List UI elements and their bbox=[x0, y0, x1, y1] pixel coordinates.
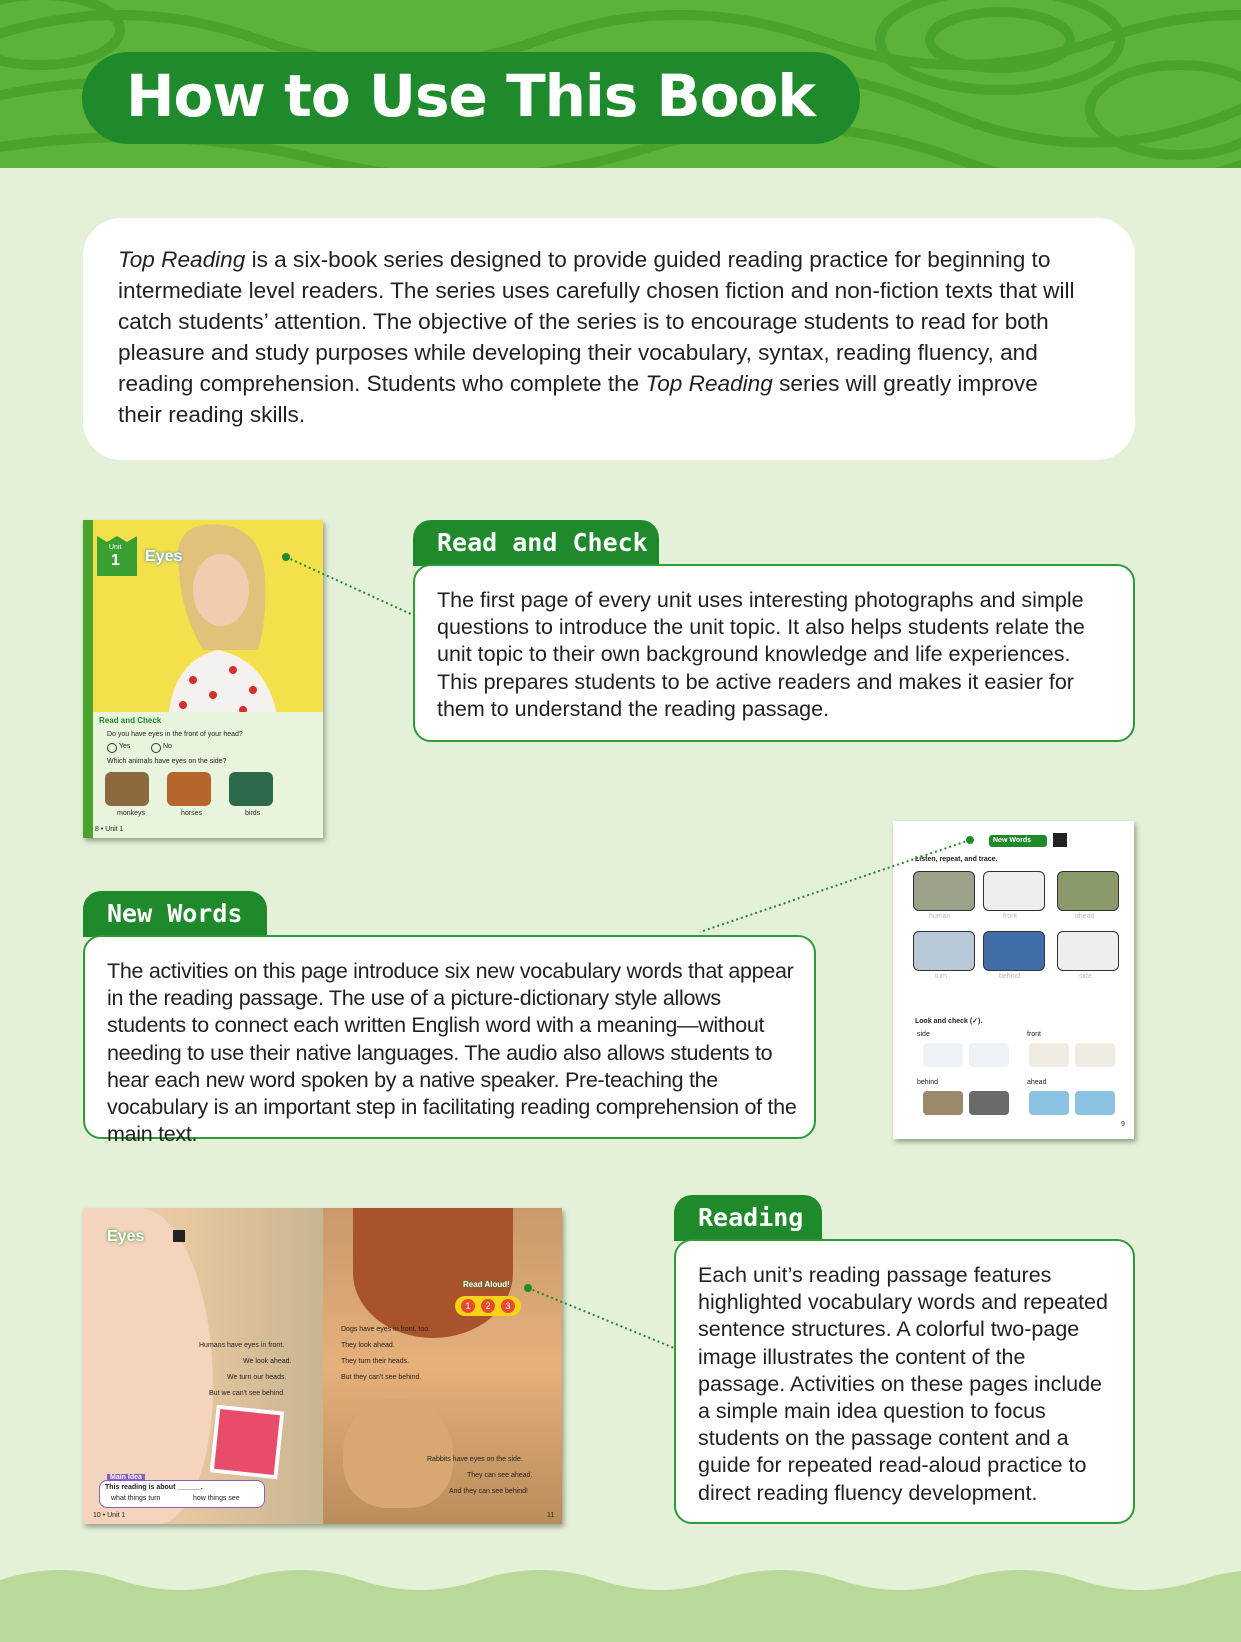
passage-line: They look ahead. bbox=[341, 1342, 395, 1349]
qr-code-icon bbox=[1053, 833, 1067, 847]
read-aloud-num: 2 bbox=[481, 1299, 495, 1313]
new-words-card bbox=[83, 935, 816, 1147]
hat-photo bbox=[1075, 1043, 1115, 1067]
intro-text bbox=[118, 244, 1078, 430]
car-photo bbox=[923, 1043, 963, 1067]
animal-label: monkeys bbox=[117, 810, 146, 817]
word-photo-front bbox=[983, 871, 1045, 911]
word-label: behind bbox=[999, 973, 1021, 980]
read-check-tab: Read and Check bbox=[413, 520, 659, 566]
check-item: front bbox=[1027, 1031, 1042, 1038]
answer-yes: Yes bbox=[119, 743, 131, 750]
hat-photo bbox=[1029, 1043, 1069, 1067]
rabbit bbox=[343, 1398, 453, 1508]
radio-yes bbox=[107, 743, 117, 753]
check-item: ahead bbox=[1027, 1079, 1047, 1086]
main-idea-option-a: what things turn bbox=[111, 1495, 161, 1502]
instruction-2: Look and check (✓). bbox=[915, 1018, 983, 1025]
check-item: side bbox=[917, 1031, 930, 1038]
monkey-photo bbox=[105, 772, 149, 806]
unit-number: 1 bbox=[111, 552, 120, 569]
word-label: human bbox=[929, 913, 951, 920]
passage-line: They can see ahead. bbox=[467, 1472, 533, 1479]
qr-code-icon bbox=[173, 1230, 185, 1242]
new-words-badge-label: New Words bbox=[993, 837, 1031, 844]
passage-line: We look ahead. bbox=[243, 1358, 292, 1365]
word-label: ahead bbox=[1075, 913, 1095, 920]
question-1: Do you have eyes in the front of your head? bbox=[107, 731, 243, 738]
word-photo-turn bbox=[913, 931, 975, 971]
read-aloud-num: 3 bbox=[501, 1299, 515, 1313]
word-photo-ahead bbox=[1057, 871, 1119, 911]
new-words-tab: New Words bbox=[83, 891, 267, 937]
scene-photo bbox=[1075, 1091, 1115, 1115]
girl-photo-inset bbox=[210, 1405, 285, 1480]
passage-line: They turn their heads. bbox=[341, 1358, 410, 1365]
car-photo bbox=[969, 1043, 1009, 1067]
word-photo-behind bbox=[983, 931, 1045, 971]
animal-label: horses bbox=[181, 810, 203, 817]
read-check-text: The first page of every unit uses interesting photographs and simple questions to introduce the unit topic. It also helps students relate the unit topic to their own background knowledge and life experiences. This prepares students to be active readers and makes it easier for them to understand the reading passage. bbox=[437, 588, 1085, 721]
read-check-page-thumbnail bbox=[83, 520, 323, 838]
instruction-1: Listen, repeat, and trace. bbox=[915, 856, 998, 863]
read-aloud-label: Read Aloud! bbox=[463, 1280, 510, 1289]
passage-line: But they can't see behind. bbox=[341, 1374, 422, 1381]
reading-text: Each unit’s reading passage features highlighted vocabulary words and repeated sentence structures. A colorful two-page image illustrates the content of the passage. Activities on these pages include a simple main idea question to focus students on the passage content and a guide for repeated read-aloud practice to direct reading fluency development. bbox=[698, 1263, 1108, 1505]
main-idea-label: Main Idea bbox=[107, 1474, 145, 1481]
right-page-number: 11 bbox=[547, 1512, 555, 1519]
horse-photo bbox=[167, 772, 211, 806]
intro-text-part: series will greatly improve their reading skills. bbox=[118, 371, 1038, 427]
word-label: front bbox=[1003, 913, 1018, 920]
rc-label: Read and Check bbox=[99, 716, 162, 725]
page-number: 9 bbox=[1121, 1121, 1125, 1128]
reading-tab: Reading bbox=[674, 1195, 822, 1241]
scene-photo bbox=[1029, 1091, 1069, 1115]
word-photo-human bbox=[913, 871, 975, 911]
bird-photo bbox=[229, 772, 273, 806]
scene-photo bbox=[923, 1091, 963, 1115]
series-title: Top Reading bbox=[118, 247, 246, 272]
read-aloud-num: 1 bbox=[461, 1299, 475, 1313]
header-band bbox=[0, 0, 1241, 168]
intro-box bbox=[83, 218, 1135, 460]
dog bbox=[353, 1208, 513, 1338]
passage-line: But we can't see behind. bbox=[209, 1390, 286, 1397]
left-page-number: 10 • Unit 1 bbox=[93, 1512, 126, 1519]
bottom-wave bbox=[0, 1560, 1241, 1642]
reading-spread-thumbnail bbox=[83, 1208, 562, 1524]
passage-line: Dogs have eyes in front, too. bbox=[341, 1326, 431, 1333]
new-words-page-thumbnail bbox=[893, 821, 1134, 1139]
word-label: turn bbox=[935, 973, 948, 980]
intro-text-part: is a six-book series designed to provide guided reading practice for beginning to intermediate level readers. The series uses carefully chosen fiction and non-fiction texts that will catch students’ attention. The objective of the series is to encourage students to read for both pleasure and study purposes while developing their vocabulary, syntax, reading fluency, and reading comprehension. Students who complete the bbox=[118, 247, 1075, 396]
reading-title: Eyes bbox=[107, 1228, 145, 1245]
unit-label: Unit bbox=[109, 544, 122, 551]
page-title: How to Use This Book bbox=[126, 62, 815, 130]
animal-label: birds bbox=[245, 810, 261, 817]
reading-card bbox=[674, 1239, 1135, 1524]
answer-no: No bbox=[163, 743, 172, 750]
main-idea-option-b: how things see bbox=[193, 1495, 240, 1502]
main-idea-question: This reading is about ______. bbox=[105, 1484, 203, 1491]
page-footer: 8 • Unit 1 bbox=[95, 826, 124, 833]
scene-photo bbox=[969, 1091, 1009, 1115]
series-title: Top Reading bbox=[645, 371, 773, 396]
title-pill bbox=[82, 52, 860, 144]
passage-line: And they can see behind! bbox=[449, 1488, 529, 1495]
word-label: side bbox=[1079, 973, 1092, 980]
read-check-card bbox=[413, 564, 1135, 742]
new-words-text: The activities on this page introduce six new vocabulary words that appear in the reading passage. The use of a picture-dictionary style allows students to connect each written English word with a meaning—without needing to use their native languages. The audio also allows students to hear each new word spoken by a native speaker. Pre-teaching the vocabulary is an important step in facilitating reading comprehension of the main text. bbox=[107, 959, 797, 1147]
passage-line: Rabbits have eyes on the side. bbox=[427, 1456, 523, 1463]
passage-line: We turn our heads. bbox=[227, 1374, 287, 1381]
unit-title: Eyes bbox=[145, 548, 183, 565]
word-photo-side bbox=[1057, 931, 1119, 971]
passage-line: Humans have eyes in front. bbox=[199, 1342, 285, 1349]
question-2: Which animals have eyes on the side? bbox=[107, 758, 227, 765]
radio-no bbox=[151, 743, 161, 753]
check-item: behind bbox=[917, 1079, 939, 1086]
